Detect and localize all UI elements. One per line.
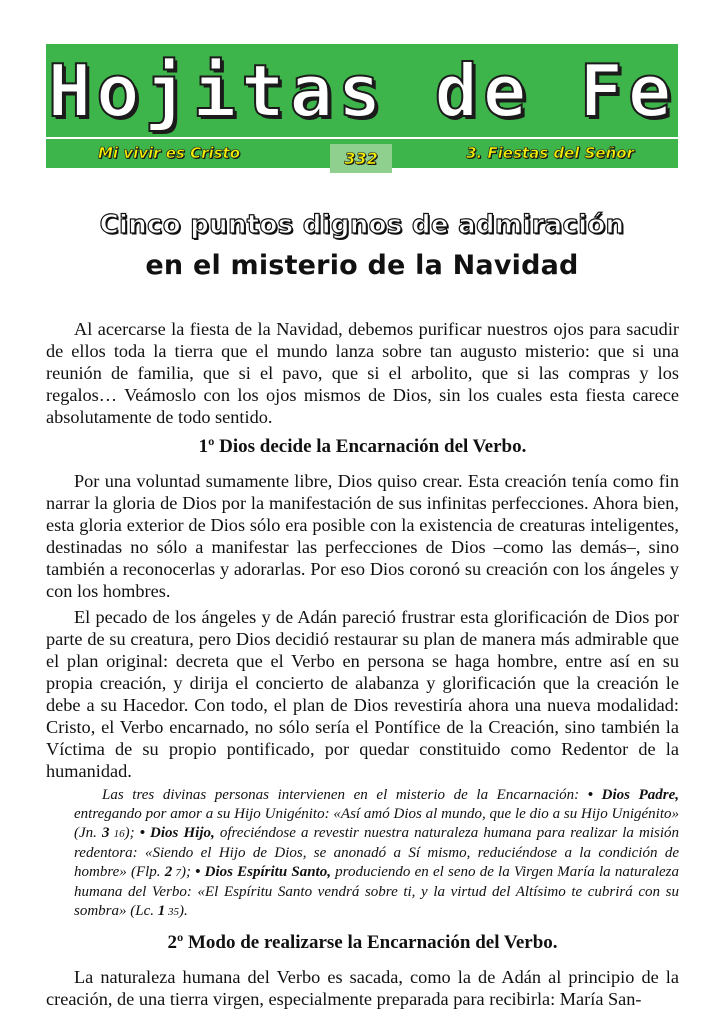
headline-line-1: Cinco puntos dignos de admiración — [99, 210, 625, 240]
note-ref-chapter: 1 — [157, 903, 166, 919]
article-body — [46, 318, 679, 1014]
paragraph-2: El pecado de los ángeles y de Adán pareció frustrar esta glorificación de Dios por parte de su creatura, pero Dios decidió restaurar su plan de manera más admirable que el plan original: decreta que el Verbo en persona se haga hombre, entre así en su propia creación, y dirija el concierto de alabanza y glorificación que la creación le debe a su Hacedor. Con todo, el plan de Dios revestiría ahora una nueva modalidad: Cristo, el Verbo encarnado, no sólo sería el Pontífice de la Creación, sino también la Víctima de su propio pontificado, por quedar constituido como Redentor de la humanidad. — [46, 607, 679, 781]
note-bold: • Dios Hijo, — [139, 825, 215, 841]
section-heading-2: 2º Modo de realizarse la Encarnación del Verbo. — [167, 932, 558, 953]
paragraph-1: Por una voluntad sumamente libre, Dios quiso crear. Esta creación tenía como fin narrar la gloria de Dios por la manifestación de sus infinitas perfecciones. Ahora bien, esta gloria exterior de Dios sólo era posible con la existencia de creaturas inteligentes, destinadas no sólo a manifestar las perfecciones de Dios –como las demás–, sino también a reconocerlas y adorarlas. Por eso Dios coronó su creación con los ángeles y con los hombres. — [46, 471, 679, 601]
series-section: 3. Fiestas del Señor — [466, 144, 634, 162]
note-ref-verse: 16 — [109, 828, 125, 840]
note-ref-verse: 7 — [172, 867, 181, 879]
note-ref-verse: 35 — [165, 906, 180, 918]
intro-paragraph: Al acercarse la fiesta de la Navidad, debemos purificar nuestros ojos para sacudir de ellos toda la tierra que el mundo lanza sobre tan augusto misterio: que si una reunión de familia, que si el pavo, que si el arbolito, que si las compras y los regalos… Veámoslo con los ojos mismos de Dios, sin los cuales esta fiesta carece absolutamente de todo sentido. — [46, 319, 679, 427]
masthead-subbar — [46, 139, 678, 168]
series-motto: Mi vivir es Cristo — [98, 144, 241, 162]
masthead-banner — [46, 44, 678, 137]
note-ref-chapter: 3 — [102, 825, 110, 841]
masthead — [46, 44, 678, 168]
note-bold: • Dios Espíritu Santo, — [195, 864, 331, 880]
issue-number: 332 — [330, 144, 392, 173]
headline-line-2: en el misterio de la Navidad — [145, 250, 579, 281]
section-heading-1: 1º Dios decide la Encarnación del Verbo. — [198, 436, 527, 457]
note-text: produciendo en el seno de la Virgen María la naturaleza humana del Verbo: «El Espíritu Santo vendrá sobre ti, y la virtud del Altísimo te cubrirá con su sombra» (Lc. — [74, 864, 680, 919]
note-text: entregando por amor a su Hijo Unigénito: «Así amó Dios al mundo, que le dio a su Hijo Unigénito» (Jn. — [74, 806, 679, 841]
note-bold: • Dios Padre, — [587, 787, 679, 803]
note-text: ofreciéndose a revestir nuestra naturaleza humana para realizar la misión redentora: «Siendo el Hijo de Dios, se anonadó a Sí mismo, reduciéndose a la condición de hombre» (Flp. — [74, 825, 680, 880]
paragraph-3: La naturaleza humana del Verbo es sacada, como la de Adán al principio de la creación, de una tierra virgen, especialmente preparada para recibirla: María San- — [46, 967, 679, 1009]
note-text: ); — [180, 864, 196, 880]
note-ref-chapter: 2 — [164, 864, 173, 880]
scripture-note — [46, 786, 679, 922]
note-text: ); — [124, 825, 140, 841]
note-text: ). — [179, 903, 188, 919]
publication-title: Hojitas de Fe — [47, 48, 677, 133]
note-text: Las tres divinas personas intervienen en el misterio de la Encarnación: — [102, 787, 588, 803]
